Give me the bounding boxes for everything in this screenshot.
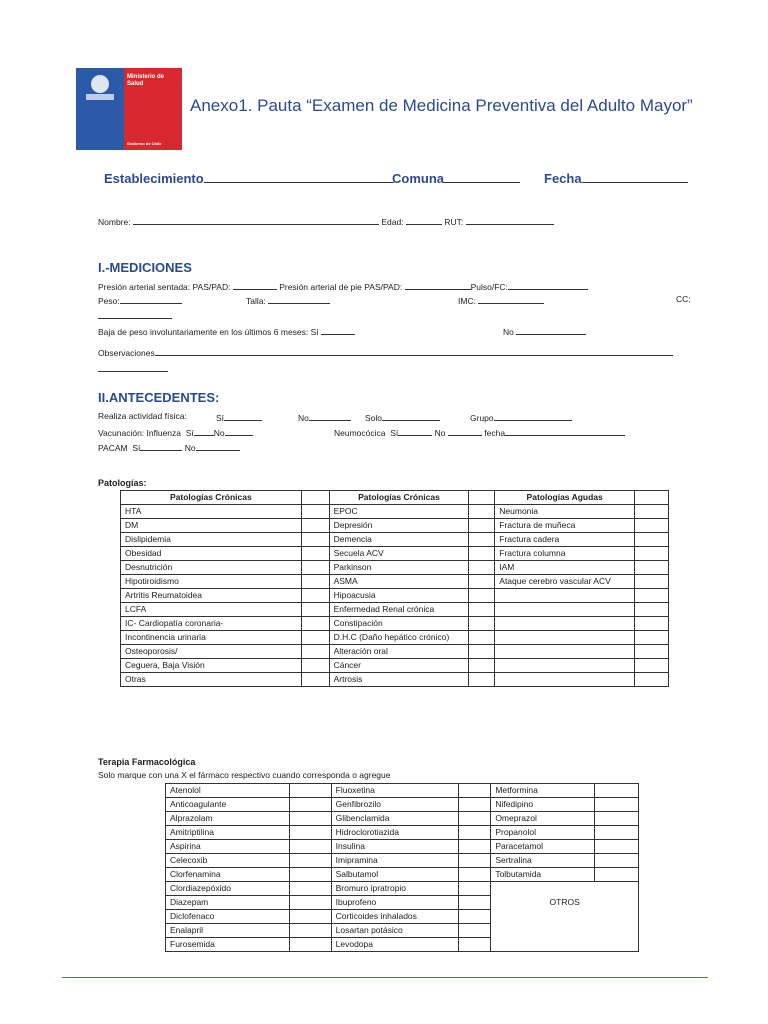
farmaco-cell: Aspirina (166, 840, 290, 854)
farmaco-check-cell[interactable] (459, 854, 491, 868)
ministry-logo (76, 68, 182, 150)
pas-pie-label: Presión arterial de pie PAS/PAD: (279, 282, 403, 292)
actividad-solo-label: Solo (365, 413, 383, 423)
patologia-cell: Fractura columna (495, 547, 635, 561)
pulso-field[interactable] (508, 280, 588, 290)
establecimiento-field[interactable] (104, 171, 394, 186)
patologia-check-cell[interactable] (635, 659, 669, 673)
cc-field[interactable] (98, 318, 172, 319)
patologia-check-cell[interactable] (301, 547, 329, 561)
patologias-table (120, 490, 669, 687)
patologia-check-cell[interactable] (469, 547, 495, 561)
influenza-si-field[interactable] (194, 426, 214, 436)
patologia-check-cell[interactable] (469, 645, 495, 659)
farmaco-cell: Alprazolam (166, 812, 290, 826)
fecha-line (582, 173, 688, 183)
header-check-2 (469, 491, 495, 505)
farmaco-row (166, 826, 639, 840)
neumococica-si-label: Sí (390, 428, 399, 438)
actividad-label: Realiza actividad física: (98, 411, 187, 421)
neumococica-no-field[interactable] (448, 426, 482, 436)
patologia-cell: Desnutrición (121, 561, 302, 575)
patologia-check-cell[interactable] (301, 659, 329, 673)
farmaco-check-cell[interactable] (459, 896, 491, 910)
actividad-no-wrap (298, 411, 351, 423)
otros-label[interactable]: OTROS (491, 896, 639, 952)
patologia-check-cell[interactable] (635, 575, 669, 589)
establecimiento-line (204, 173, 394, 183)
patologia-row (121, 519, 669, 533)
influenza-no-label: No (213, 428, 225, 438)
farmaco-check-cell[interactable] (459, 784, 491, 798)
patologia-cell: Ceguera, Baja Visión (121, 659, 302, 673)
fecha-field[interactable] (544, 171, 688, 186)
patologia-row (121, 547, 669, 561)
peso-label: Peso: (98, 296, 120, 306)
patologia-check-cell[interactable] (635, 547, 669, 561)
patologia-check-cell[interactable] (301, 519, 329, 533)
farmaco-check-cell[interactable] (595, 812, 639, 826)
farmaco-check-cell[interactable] (459, 812, 491, 826)
actividad-grupo-wrap (470, 411, 572, 423)
patologia-cell: HTA (121, 505, 302, 519)
farmaco-cell: Amitriptilina (166, 826, 290, 840)
patologia-check-cell[interactable] (301, 561, 329, 575)
farmaco-row (166, 798, 639, 812)
patologia-cell: D.H.C (Daño hepático crónico) (329, 631, 469, 645)
farmaco-cell: Genfibrozilo (331, 798, 459, 812)
farmaco-check-cell[interactable] (595, 798, 639, 812)
patologias-header-row (121, 491, 669, 505)
rut-field[interactable] (466, 215, 554, 225)
talla-wrap (246, 294, 330, 306)
patologia-check-cell[interactable] (301, 505, 329, 519)
patologia-check-cell[interactable] (469, 659, 495, 673)
farmaco-cell: Corticoides inhalados (331, 910, 459, 924)
farmaco-check-cell[interactable] (595, 826, 639, 840)
imc-wrap (458, 294, 544, 306)
edad-field[interactable] (406, 215, 442, 225)
patologia-cell: Fractura de muñeca (495, 519, 635, 533)
patologia-check-cell[interactable] (301, 631, 329, 645)
baja-peso-line (98, 325, 355, 337)
terapia-instructions: Solo marque con una X el fármaco respectivo cuando corresponda o agregue (98, 770, 391, 780)
baja-peso-no-field[interactable] (516, 325, 586, 335)
vacunacion-label: Vacunación: Influenza (98, 428, 182, 438)
patologia-cell: Parkinson (329, 561, 469, 575)
pulso-label: Pulso/FC: (470, 282, 508, 292)
patologia-cell (495, 645, 635, 659)
farmaco-check-cell[interactable] (289, 798, 331, 812)
neumococica-fecha-label: fecha (484, 428, 506, 438)
patologia-cell (495, 603, 635, 617)
patologia-check-cell[interactable] (469, 533, 495, 547)
actividad-solo-wrap (365, 411, 440, 423)
mediciones-title: I.-MEDICIONES (98, 260, 192, 275)
farmaco-check-cell[interactable] (459, 938, 491, 952)
patologia-check-cell[interactable] (469, 631, 495, 645)
patologia-cell: Artritis Reumatoidea (121, 589, 302, 603)
farmaco-cell: Losartan potásico (331, 924, 459, 938)
patologia-check-cell[interactable] (469, 519, 495, 533)
farmaco-cell: Clorfenamina (166, 868, 290, 882)
patologia-row (121, 533, 669, 547)
patologia-check-cell[interactable] (469, 603, 495, 617)
patologia-cell: Artrosis (329, 673, 469, 687)
patologia-cell (495, 659, 635, 673)
actividad-grupo-field[interactable] (494, 411, 572, 421)
patologia-cell: Fractura cadera (495, 533, 635, 547)
farmaco-check-cell[interactable] (459, 798, 491, 812)
id-line (98, 215, 554, 227)
patologia-check-cell[interactable] (301, 617, 329, 631)
baja-peso-label: Baja de peso involuntariamente en los últimos 6 meses: Sí (98, 327, 319, 337)
farmaco-check-cell[interactable] (289, 938, 331, 952)
patologia-row (121, 673, 669, 687)
patologia-cell: EPOC (329, 505, 469, 519)
farmaco-cell: Insulina (331, 840, 459, 854)
farmaco-cell: Enalapril (166, 924, 290, 938)
patologia-check-cell[interactable] (301, 589, 329, 603)
farmaco-check-cell[interactable] (289, 784, 331, 798)
actividad-no-field[interactable] (309, 411, 351, 421)
patologia-cell: IAM (495, 561, 635, 575)
patologia-cell (495, 673, 635, 687)
patologia-check-cell[interactable] (469, 589, 495, 603)
patologia-row (121, 645, 669, 659)
header-agudas: Patologías Agudas (495, 491, 635, 505)
farmaco-cell: Diclofenaco (166, 910, 290, 924)
patologia-row (121, 561, 669, 575)
farmaco-cell: Sertralina (491, 854, 595, 868)
farmaco-row (166, 840, 639, 854)
farmaco-cell: Bromuro ipratropio (331, 882, 459, 896)
neumococica-fecha-field[interactable] (505, 426, 625, 436)
actividad-si-label: Sí (216, 413, 225, 423)
logo-ministry-text: Ministerio de Salud (127, 74, 165, 87)
farmaco-cell: Celecoxib (166, 854, 290, 868)
farmaco-cell: Clordiazepóxido (166, 882, 290, 896)
header-cronicas-2: Patologías Crónicas (329, 491, 469, 505)
farmaco-cell: Propanolol (491, 826, 595, 840)
patologia-cell: Alteración oral (329, 645, 469, 659)
header-cronicas-1: Patologías Crónicas (121, 491, 302, 505)
farmaco-check-cell[interactable] (595, 854, 639, 868)
imc-label: IMC: (458, 296, 476, 306)
farmaco-row (166, 882, 639, 896)
vacunacion-wrap (98, 426, 253, 438)
farmaco-cell: Ibuprofeno (331, 896, 459, 910)
terapia-table (165, 783, 639, 952)
farmaco-cell: Tolbutamida (491, 868, 595, 882)
farmaco-check-cell[interactable] (459, 910, 491, 924)
farmaco-cell: Metformina (491, 784, 595, 798)
patologia-check-cell[interactable] (469, 673, 495, 687)
patologia-check-cell[interactable] (635, 533, 669, 547)
patologia-cell: Hipoacusia (329, 589, 469, 603)
otros-cell[interactable] (491, 882, 639, 896)
farmaco-cell: Hidroclorotiazida (331, 826, 459, 840)
actividad-si-wrap (216, 411, 262, 423)
header-check-1 (301, 491, 329, 505)
pacam-si-label: Sí (132, 443, 141, 453)
nombre-label: Nombre: (98, 217, 131, 227)
patologia-cell: IC- Cardiopatía coronaria- (121, 617, 302, 631)
patologia-check-cell[interactable] (301, 603, 329, 617)
farmaco-check-cell[interactable] (289, 840, 331, 854)
farmaco-check-cell[interactable] (289, 882, 331, 896)
observaciones-field-2[interactable] (98, 371, 168, 372)
patologia-check-cell[interactable] (635, 561, 669, 575)
baja-peso-no-label: No (503, 327, 514, 337)
farmaco-cell: Fluoxetina (331, 784, 459, 798)
observaciones-field[interactable] (155, 346, 673, 356)
logo-blue-block (76, 68, 124, 150)
baja-peso-no-wrap (503, 325, 586, 337)
establecimiento-label: Establecimiento (104, 171, 204, 186)
antecedentes-title: II.ANTECEDENTES: (98, 390, 220, 405)
patologia-cell: Osteoporosis/ (121, 645, 302, 659)
patologia-row (121, 505, 669, 519)
patologia-check-cell[interactable] (635, 519, 669, 533)
patologia-check-cell[interactable] (301, 673, 329, 687)
patologia-check-cell[interactable] (469, 617, 495, 631)
edad-label: Edad: (381, 217, 404, 227)
patologia-check-cell[interactable] (301, 533, 329, 547)
farmaco-check-cell[interactable] (459, 882, 491, 896)
presion-line (98, 280, 588, 292)
pacam-no-field[interactable] (196, 441, 240, 451)
patologia-row (121, 617, 669, 631)
farmaco-cell: Anticoagulante (166, 798, 290, 812)
farmaco-check-cell[interactable] (459, 924, 491, 938)
patologia-cell: Constipación (329, 617, 469, 631)
patologia-cell: Cáncer (329, 659, 469, 673)
farmaco-cell: Levodopa (331, 938, 459, 952)
talla-label: Talla: (246, 296, 266, 306)
comuna-label: Comuna (392, 171, 444, 186)
farmaco-check-cell[interactable] (595, 868, 639, 882)
header-check-3 (635, 491, 669, 505)
pacam-no-label: No (184, 443, 196, 453)
neumococica-label: Neumocócica (334, 428, 386, 438)
talla-field[interactable] (268, 294, 330, 304)
pacam-wrap (98, 441, 240, 453)
patologia-check-cell[interactable] (635, 589, 669, 603)
patologia-cell (495, 589, 635, 603)
farmaco-cell: Imipramina (331, 854, 459, 868)
patologia-cell (495, 631, 635, 645)
patologia-check-cell[interactable] (301, 575, 329, 589)
farmaco-cell: Diazepam (166, 896, 290, 910)
rut-label: RUT: (444, 217, 464, 227)
patologia-check-cell[interactable] (469, 505, 495, 519)
patologia-cell: DM (121, 519, 302, 533)
peso-label-wrap (98, 294, 182, 306)
farmaco-row (166, 854, 639, 868)
fecha-label: Fecha (544, 171, 582, 186)
patologia-cell: Ataque cerebro vascular ACV (495, 575, 635, 589)
farmaco-cell: Nifedipino (491, 798, 595, 812)
patologia-row (121, 631, 669, 645)
farmaco-check-cell[interactable] (459, 840, 491, 854)
farmaco-row (166, 812, 639, 826)
observaciones-label: Observaciones (98, 348, 155, 358)
patologia-check-cell[interactable] (635, 673, 669, 687)
patologia-check-cell[interactable] (635, 617, 669, 631)
farmaco-check-cell[interactable] (459, 826, 491, 840)
baja-peso-si-field[interactable] (321, 325, 355, 335)
farmaco-check-cell[interactable] (289, 910, 331, 924)
patologia-cell: Otras (121, 673, 302, 687)
patologia-check-cell[interactable] (635, 645, 669, 659)
farmaco-row (166, 784, 639, 798)
farmaco-check-cell[interactable] (289, 868, 331, 882)
footer-rule (62, 977, 708, 978)
logo-red-block (124, 68, 182, 150)
patologia-cell: Obesidad (121, 547, 302, 561)
farmaco-check-cell[interactable] (289, 896, 331, 910)
actividad-grupo-label: Grupo (470, 413, 494, 423)
terapia-title: Terapia Farmacológica (98, 757, 196, 767)
cc-label: CC: (676, 294, 691, 304)
farmaco-check-cell[interactable] (289, 812, 331, 826)
influenza-si-label: Sí (185, 428, 194, 438)
patologia-cell: Enfermedad Renal crónica (329, 603, 469, 617)
neumococica-no-label: No (434, 428, 446, 438)
neumococica-si-field[interactable] (398, 426, 432, 436)
observaciones-line (98, 346, 673, 358)
farmaco-cell: Furosemida (166, 938, 290, 952)
farmaco-check-cell[interactable] (289, 826, 331, 840)
farmaco-check-cell[interactable] (459, 868, 491, 882)
comuna-line (444, 173, 520, 183)
farmaco-row (166, 868, 639, 882)
farmaco-cell: Omeprazol (491, 812, 595, 826)
actividad-no-label: No (298, 413, 309, 423)
nombre-field[interactable] (133, 215, 379, 225)
pas-sentada-field[interactable] (233, 280, 277, 290)
patologia-row (121, 575, 669, 589)
imc-field[interactable] (478, 294, 544, 304)
pas-sentada-label: Presión arterial sentada: PAS/PAD: (98, 282, 231, 292)
patologia-cell: ASMA (329, 575, 469, 589)
patologia-check-cell[interactable] (469, 561, 495, 575)
patologia-cell: Neumonia (495, 505, 635, 519)
farmaco-check-cell[interactable] (595, 784, 639, 798)
patologia-cell: Hipotiroidismo (121, 575, 302, 589)
logo-government-text: Gobierno de Chile (127, 141, 162, 146)
patologia-cell: LCFA (121, 603, 302, 617)
patologia-cell: Secuela ACV (329, 547, 469, 561)
farmaco-check-cell[interactable] (289, 854, 331, 868)
patologia-cell: Incontinencia urinaria (121, 631, 302, 645)
pacam-label: PACAM (98, 443, 128, 453)
pas-pie-field[interactable] (405, 280, 471, 290)
actividad-si-field[interactable] (224, 411, 262, 421)
patologia-cell: Dislipidemia (121, 533, 302, 547)
patologia-check-cell[interactable] (469, 575, 495, 589)
patologia-cell (495, 617, 635, 631)
farmaco-cell: Salbutamol (331, 868, 459, 882)
patologia-row (121, 659, 669, 673)
patologia-cell: Depresión (329, 519, 469, 533)
farmaco-cell: Glibenclamida (331, 812, 459, 826)
patologia-row (121, 603, 669, 617)
farmaco-cell: Paracetamol (491, 840, 595, 854)
actividad-solo-field[interactable] (382, 411, 440, 421)
patologias-title: Patologías: (98, 478, 147, 488)
neumococica-wrap (334, 426, 625, 438)
patologia-check-cell[interactable] (635, 631, 669, 645)
pacam-si-field[interactable] (140, 441, 182, 451)
farmaco-check-cell[interactable] (289, 924, 331, 938)
comuna-field[interactable] (392, 171, 520, 186)
patologia-cell: Demencia (329, 533, 469, 547)
farmaco-cell: Atenolol (166, 784, 290, 798)
patologia-check-cell[interactable] (635, 603, 669, 617)
influenza-no-field[interactable] (225, 426, 253, 436)
farmaco-row (166, 896, 639, 910)
patologia-check-cell[interactable] (301, 645, 329, 659)
peso-field[interactable] (120, 294, 182, 304)
coat-of-arms-icon (76, 68, 124, 108)
patologia-check-cell[interactable] (635, 505, 669, 519)
farmaco-check-cell[interactable] (595, 840, 639, 854)
patologia-row (121, 589, 669, 603)
document-title: Anexo1. Pauta “Examen de Medicina Preventiva del Adulto Mayor” (190, 96, 693, 115)
